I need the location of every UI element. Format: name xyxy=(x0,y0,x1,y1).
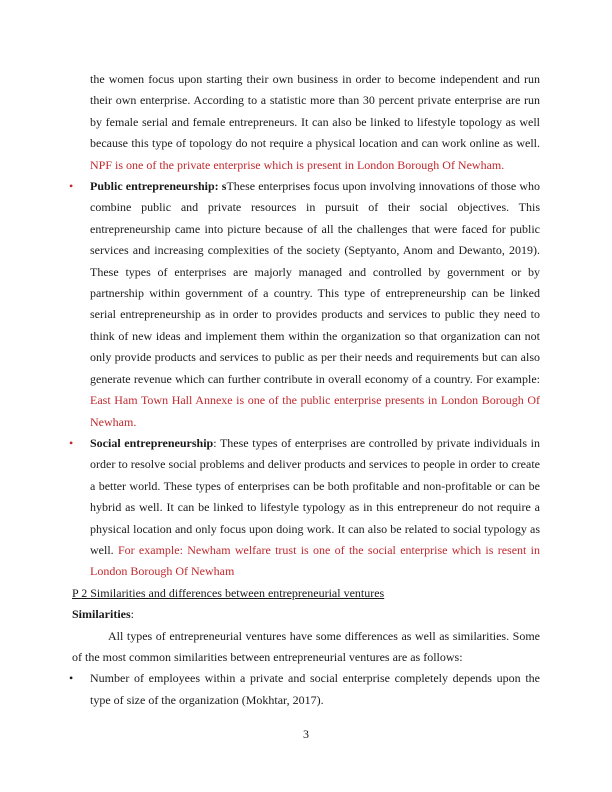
item-title: Social entrepreneurship xyxy=(90,435,214,450)
section-heading: P 2 Similarities and differences between entrepreneurial ventures xyxy=(72,585,385,600)
list-item-social-entrepreneurship xyxy=(69,433,541,583)
example-text: NPF is one of the private enterprise which is present in London Borough Of Newham. xyxy=(90,157,505,172)
example-text: East Ham Town Hall Annexe is one of the public enterprise presents in London Borough Of Newham. xyxy=(90,393,540,429)
item-text: : These types of enterprises are controlled by private individuals in order to resolve social problems and deliver products and services to people in order to create a better world. These types of enterprises can be both profitable and non-profitable or can be hybrid as well. It can be linked to lifestyle typology as in this entrepreneur do not require a physical location and only focus upon doing work. It can also be related to social typology as well. xyxy=(90,435,541,557)
bullet-icon: • xyxy=(69,671,74,686)
bullet-icon: • xyxy=(69,179,74,194)
subheading-title: Similarities xyxy=(72,607,131,622)
bullet-icon: • xyxy=(69,435,74,450)
subheading xyxy=(72,604,540,625)
subheading-colon: : xyxy=(130,607,135,622)
list-item-continued xyxy=(72,69,540,176)
item-text: Number of employees within a private and social enterprise completely depends upon the type of size of the organization (Mokhtar, 2017). xyxy=(90,671,540,707)
example-text: For example: Newham welfare trust is one of the social enterprise which is resent in London Borough Of Newham xyxy=(90,542,540,579)
list-item-public-entrepreneurship xyxy=(69,176,540,433)
list-item-similarity xyxy=(69,668,540,711)
item-text: These enterprises focus upon involving innovations of those who combine public and private resources in pursuit of their social objectives. This entrepreneurship came into picture because of all the challenges that were faced for public services and increasing complexities of the society (Septyanto, Anom and Dewanto, 2019). These types of enterprises are majorly managed and controlled by government or by partnership within government of a country. This type of entrepreneurship can be linked serial entrepreneurship as in order to provides products and services to public they need to think of new ideas and implement them within the organization so that organization can not only provide products and services to public as per their needs and requirements but can also generate revenue which can further contribute in overall economy of a country. For example: xyxy=(90,179,540,386)
intro-paragraph: All types of entrepreneurial ventures have some differences as well as similarities. Some of the most common similarities between entrepreneurial ventures are as follows: xyxy=(72,628,540,664)
item-title: Public entrepreneurship: s xyxy=(90,179,227,194)
document-page xyxy=(69,69,541,711)
page-number: 3 xyxy=(303,727,309,741)
item-text: the women focus upon starting their own business in order to become independent and run their own enterprise. According to a statistic more than 30 percent private enterprise are run by female serial and female entrepreneurs. It can also be linked to lifestyle topology as well because this type of topology do not require a physical location and can work online as well. xyxy=(90,72,540,151)
